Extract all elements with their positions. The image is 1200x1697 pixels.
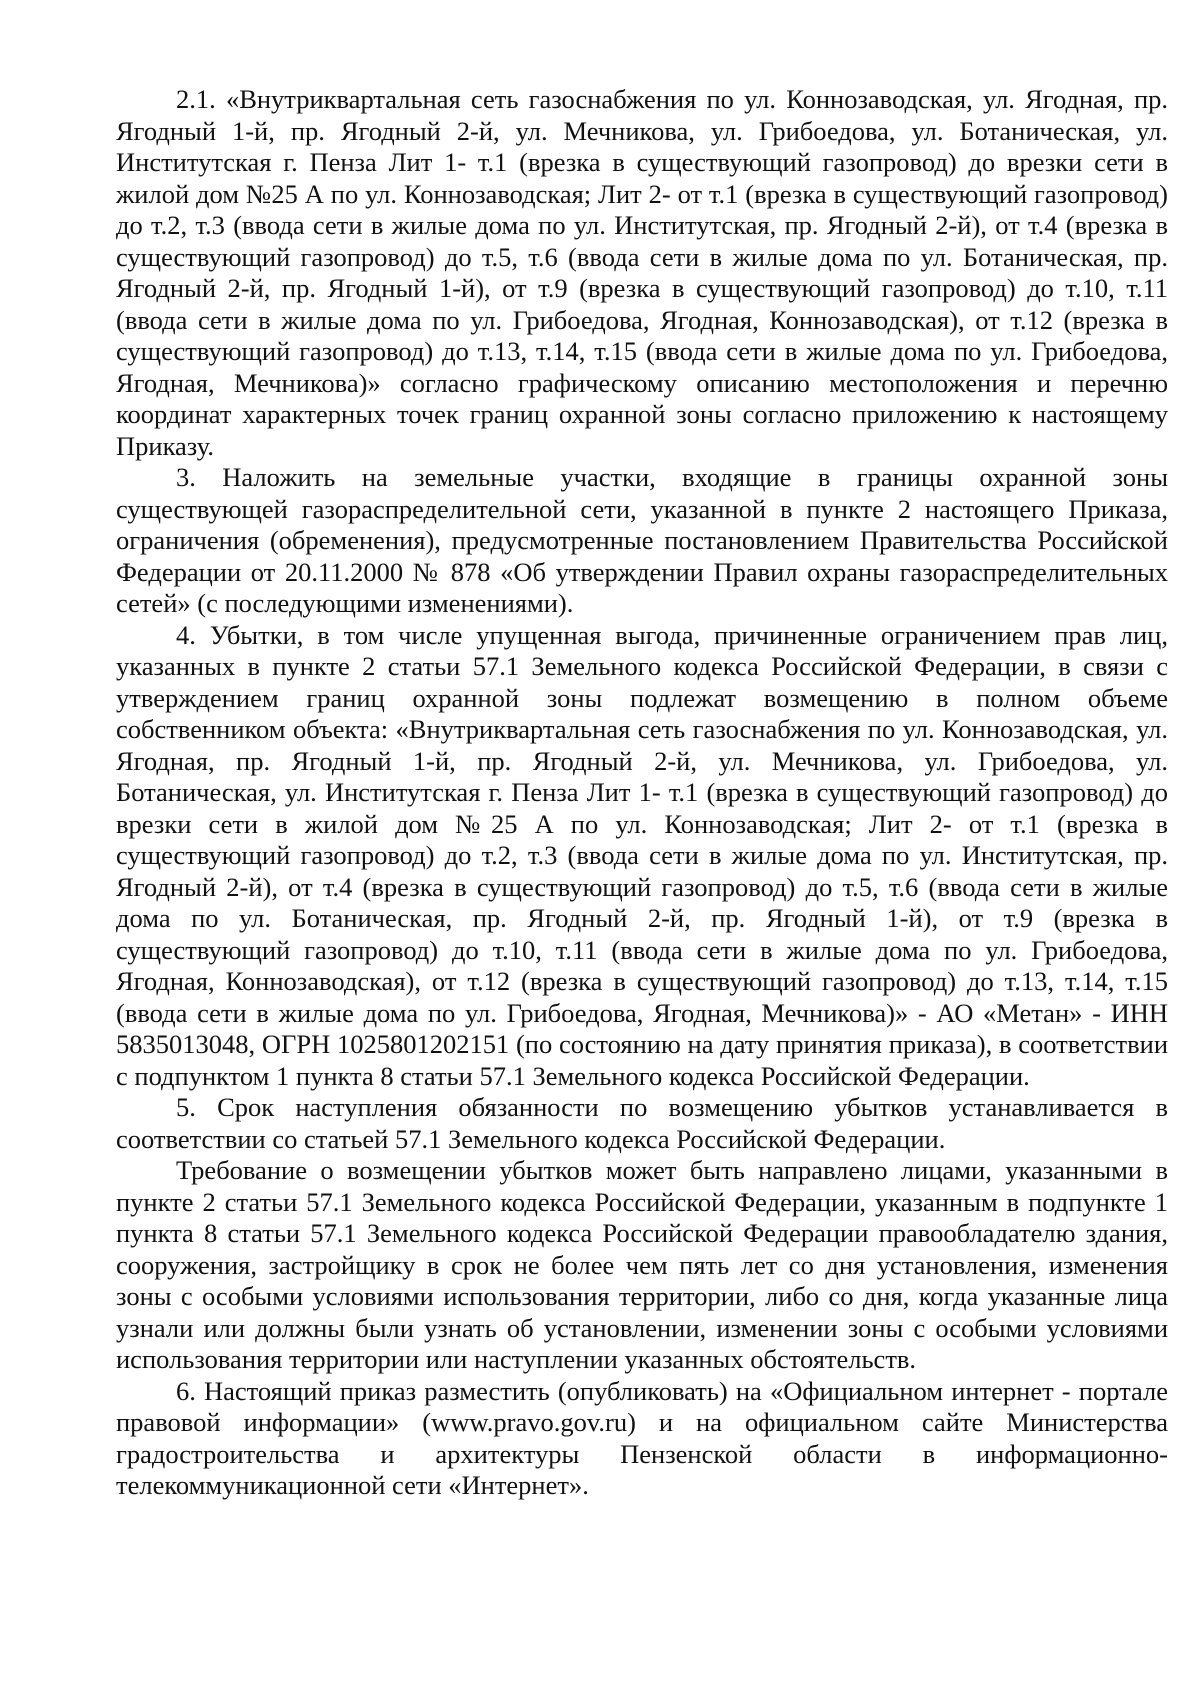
paragraph-5-claim: Требование о возмещении убытков может быть направлено лицами, указанными в пункте 2 статьи 57.1 Земельного кодекса Российской Федерации, указанным в подпункте 1 пункта 8 статьи 57.1 Земельного кодекса Российской Федерации правообладателю здания, сооружения, застройщику в срок не более чем пять лет со дня установления, изменения зоны с особыми условиями использования территории, либо со дня, когда указанные лица узнали или должны были узнать об установлении, изменении зоны с особыми условиями использования территории или наступлении указанных обстоятельств.: [116, 1155, 1168, 1374]
paragraph-6: 6. Настоящий приказ разместить (опубликовать) на «Официальном интернет - портале правовой информации» (www.pravo.gov.ru) и на официальном сайте Министерства градостроительства и архитектуры Пензенской области в информационно-телекоммуникационной сети «Интернет».: [116, 1375, 1168, 1500]
paragraph-5: 5. Срок наступления обязанности по возмещению убытков устанавливается в соответствии со статьей 57.1 Земельного кодекса Российской Федерации.: [116, 1092, 1168, 1154]
paragraph-2-1: 2.1. «Внутриквартальная сеть газоснабжения по ул. Коннозаводская, ул. Ягодная, пр. Ягодный 1-й, пр. Ягодный 2-й, ул. Мечникова, ул. Грибоедова, ул. Ботаническая, ул. Институтская г. Пенза Лит 1- т.1 (врезка в существующий газопровод) до врезки сети в жилой дом №25 А по ул. Коннозаводская; Лит 2- от т.1 (врезка в существующий газопровод) до т.2, т.3 (ввода сети в жилые дома по ул. Институтская, пр. Ягодный 2-й), от т.4 (врезка в существующий газопровод) до т.5, т.6 (ввода сети в жилые дома по ул. Ботаническая, пр. Ягодный 2-й, пр. Ягодный 1-й), от т.9 (врезка в существующий газопровод) до т.10, т.11 (ввода сети в жилые дома по ул. Грибоедова, Ягодная, Коннозаводская), от т.12 (врезка в существующий газопровод) до т.13, т.14, т.15 (ввода сети в жилые дома по ул. Грибоедова, Ягодная, Мечникова)» согласно графическому описанию местоположения и перечню координат характерных точек границ охранной зоны согласно приложению к настоящему Приказу.: [116, 84, 1168, 461]
document-page: [116, 84, 1168, 1502]
paragraph-3: 3. Наложить на земельные участки, входящие в границы охранной зоны существующей газораспределительной сети, указанной в пункте 2 настоящего Приказа, ограничения (обременения), предусмотренные постановлением Правительства Российской Федерации от 20.11.2000 № 878 «Об утверждении Правил охраны газораспределительных сетей» (с последующими изменениями).: [116, 462, 1168, 618]
paragraph-4: 4. Убытки, в том числе упущенная выгода, причиненные ограничением прав лиц, указанных в пункте 2 статьи 57.1 Земельного кодекса Российской Федерации, в связи с утверждением границ охранной зоны подлежат возмещению в полном объеме собственником объекта: «Внутриквартальная сеть газоснабжения по ул. Коннозаводская, ул. Ягодная, пр. Ягодный 1-й, пр. Ягодный 2-й, ул. Мечникова, ул. Грибоедова, ул. Ботаническая, ул. Институтская г. Пенза Лит 1- т.1 (врезка в существующий газопровод) до врезки сети в жилой дом №25 А по ул. Коннозаводская; Лит 2- от т.1 (врезка в существующий газопровод) до т.2, т.3 (ввода сети в жилые дома по ул. Институтская, пр. Ягодный 2-й), от т.4 (врезка в существующий газопровод) до т.5, т.6 (ввода сети в жилые дома по ул. Ботаническая, пр. Ягодный 2-й, пр. Ягодный 1-й), от т.9 (врезка в существующий газопровод) до т.10, т.11 (ввода сети в жилые дома по ул. Грибоедова, Ягодная, Коннозаводская), от т.12 (врезка в существующий газопровод) до т.13, т.14, т.15 (ввода сети в жилые дома по ул. Грибоедова, Ягодная, Мечникова)» - АО «Метан» - ИНН 5835013048, ОГРН 1025801202151 (по состоянию на дату принятия приказа), в соответствии с подпунктом 1 пункта 8 статьи 57.1 Земельного кодекса Российской Федерации.: [116, 619, 1168, 1091]
